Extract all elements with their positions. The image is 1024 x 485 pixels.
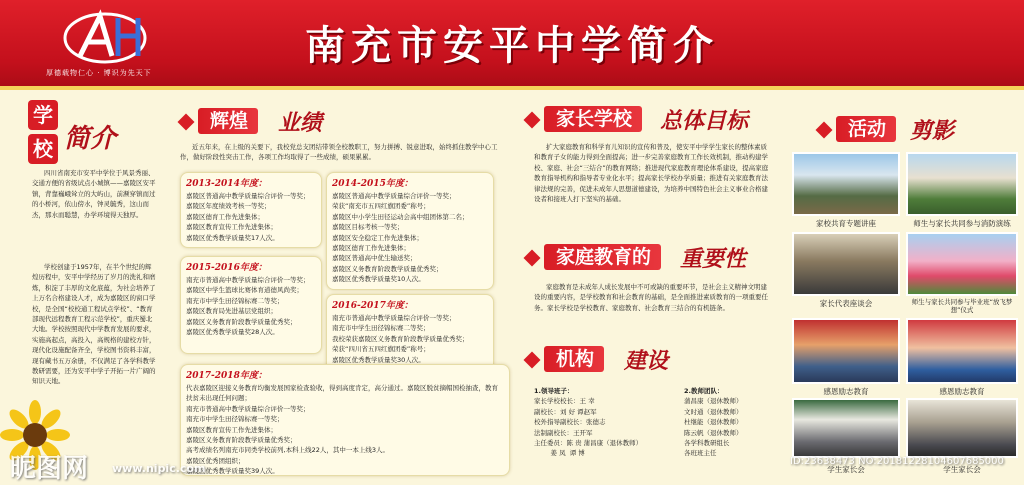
photo-caption: 师生与家长共同参与毕业班“放飞梦想”仪式 <box>911 298 1013 314</box>
achievement-line: 嘉陵区目标考核一等奖； <box>332 223 404 232</box>
watermark-id: ID:23638473 NO:20181228104607685000 <box>790 456 1004 467</box>
parents-text: 扩大家庭教育和科学育儿知识的宣传和普及，使安平中学学生家长的整体素质和教育子女的能力得到全面提高；进一步完善家庭教育工作长效机制，推动构建学校、家庭、社会“三结合”的教育网络；推进现代家庭教育理论体系建设，提高家庭教育指导机构和指导者专业化水平；提高家长学校办学质量；推进有关家庭教育法律法规的完善，促进未成年人思想道德建设，为培养中国特色社会主义事业合格建设者和接班人打下坚实的基础。 <box>534 143 769 204</box>
achievement-year: 2013-2014年度： <box>186 179 267 189</box>
family-diamond <box>524 250 541 267</box>
achievement-line: 我校荣获嘉陵区义务教育阶段教学质量优秀奖； <box>332 334 469 343</box>
org-left-head: 1.领导班子： <box>534 387 574 395</box>
org-leadership <box>534 386 682 459</box>
achievement-year: 2016-2017年度： <box>332 301 413 311</box>
parents-diamond <box>524 112 541 129</box>
intro-paragraph-2: 学校创建于1957年，在半个世纪的辉煌历程中，安平中学经历了岁月的洗礼和磨炼，积淀了丰厚的文化底蕴，为社会培养了上万名合格建设人才，成为嘉陵区的窗口学校，是全国“校校通工程试点学校”、“教育部现代远程教育工程示范学校”，重庆蜀北大地。学校按照现代中学教育发展的要求，实施高起点，高投入，高规格的建校方针，现代化设施配备齐全，学校图书资料丰富，现有藏书五万余册，不仅满足了各学科教学教研需要，还为安平中学子开拓一片广阔的知识天地。 <box>32 263 156 386</box>
photo-gratitude-2 <box>906 318 1018 384</box>
photo-gratitude-1 <box>792 318 900 384</box>
org-right-line: 蒲昌康（退休教师） <box>684 397 743 406</box>
org-left-line: 家长学校校长：王 幸 <box>534 397 595 406</box>
org-teachers <box>684 386 774 459</box>
photo-caption: 学生家长会 <box>943 465 981 474</box>
photo-dream-ceremony <box>906 232 1018 296</box>
org-left-line: 副校长：刘 好 谭赵军 <box>534 407 597 416</box>
photo-caption: 学生家长会 <box>827 465 865 474</box>
achievement-line: 嘉陵区教育宣传工作先进集体； <box>186 223 277 232</box>
achievement-block-2015 <box>180 256 322 354</box>
achievements-script: 业绩 <box>278 110 323 136</box>
org-right-head: 2.教师团队： <box>684 387 724 395</box>
achievement-line: 嘉陵区中小学生田径运动会高中组团体第二名； <box>332 212 469 221</box>
achievement-line: 嘉陵区优秀教学质量奖17人次。 <box>186 233 279 242</box>
photo-parents-conference-2 <box>906 398 1018 458</box>
achievement-line: 嘉陵区普通高中教学质量综合评价一等奖； <box>332 192 456 200</box>
org-right-line: 各班班主任 <box>684 449 717 458</box>
achievement-line: 荣获“四川省五四红旗团委”称号； <box>332 345 430 354</box>
photo-parents-meeting <box>792 232 900 296</box>
achievement-line: 高考成绩名列南充市同类学校前列,本科上线22人，其中一本上线3人。 <box>186 446 389 455</box>
intro-title-char-2: 校 <box>28 134 58 164</box>
achievements-tag: 辉煌 <box>198 108 258 134</box>
parents-script: 总体目标 <box>660 108 749 134</box>
achievement-line: 嘉陵区教育局先进基层党组织； <box>186 307 277 316</box>
photo-caption: 师生与家长共同参与消防演练 <box>913 219 1011 228</box>
achievement-line: 嘉陵区教育宣传工作先进集体； <box>186 425 277 434</box>
org-right-line: 文时通（退休教师） <box>684 407 743 416</box>
achievement-line: 嘉陵区德育工作先进集体； <box>186 212 264 221</box>
achievement-line: 嘉陵区优秀团组织； <box>186 456 245 465</box>
org-left-line: 姜 凤 谭 博 <box>534 449 585 458</box>
achievement-line: 嘉陵区德育工作先进集体； <box>332 244 410 253</box>
photo-caption: 家长代表座谈会 <box>819 299 873 308</box>
achievement-line: 嘉陵区普通高中教学质量综合评价一等奖； <box>186 192 310 200</box>
achievement-line: 嘉陵区优秀教学质量奖28人次。 <box>186 328 279 337</box>
org-right-line: 陈云帆（退休教师） <box>684 428 743 437</box>
achievement-line: 嘉陵区年度绩效考核一等奖； <box>186 202 271 211</box>
achievement-line: 嘉陵区安全稳定工作先进集体； <box>332 233 423 242</box>
achievement-block-2017 <box>180 364 510 476</box>
achievement-line: 南充市中学生田径锦标赛二等奖； <box>332 324 430 333</box>
intro-title-script: 简介 <box>64 124 117 154</box>
intro-title-char-1: 学 <box>28 100 58 130</box>
family-script: 重要性 <box>680 246 747 272</box>
achievements-diamond <box>178 114 195 131</box>
achievement-line: 南充市普通高中教学质量综合评价一等奖； <box>186 404 310 413</box>
achievement-block-2014 <box>326 172 494 290</box>
achievement-line: 嘉陵区义务教育阶段教学质量优秀奖； <box>186 436 297 445</box>
watermark-url: www.nipic.com <box>112 462 206 475</box>
family-text: 家庭教育是未成年人成长发展中不可或缺的重要环节，是社会主义精神文明建设的重要内容，是学校教育和社会教育的基础，是全面推进素质教育的一项重要任务。家长学校是学校教育、家庭教育、社会教育三结合的有机链条。 <box>534 283 768 312</box>
org-left-line: 校外指导副校长：张德志 <box>534 418 606 427</box>
photo-caption: 感恩励志教育 <box>823 387 869 396</box>
page-title: 南充市安平中学简介 <box>305 23 719 69</box>
photo-fire-drill <box>906 152 1018 216</box>
achievement-year: 2014-2015年度： <box>332 179 413 189</box>
org-script: 建设 <box>624 348 669 374</box>
achievement-line: 南充市普通高中教学质量综合评价一等奖； <box>186 276 310 284</box>
watermark-site: 昵图网 <box>10 454 89 484</box>
achievement-line: 南充市中学生田径锦标赛二等奖； <box>186 296 284 305</box>
achievement-line: 代表嘉陵区迎接义务教育均衡发展国家检查验收，得到高度肯定，高分通过。嘉陵区脱贫摘帽国检抽查，教育扶贫未出现任何问题； <box>186 384 498 403</box>
photo-lecture <box>792 152 900 216</box>
achievement-line: 嘉陵区优秀教学质量奖39人次。 <box>186 467 279 476</box>
achievement-line: 嘉陵区优秀教学质量奖30人次。 <box>332 355 425 364</box>
org-left-line: 法制副校长：王开军 <box>534 428 593 437</box>
achievement-line: 嘉陵区义务教育阶段教学质量优秀奖； <box>186 317 297 326</box>
activity-tag: 活动 <box>836 116 896 142</box>
achievement-line: 嘉陵区义务教育阶段教学质量优秀奖； <box>332 264 443 273</box>
achievement-line: 南充市中学生田径锦标赛一等奖； <box>186 415 284 424</box>
photo-parents-conference-1 <box>792 398 900 458</box>
intro-paragraph-1: 四川省南充市安平中学位于风景秀丽、交通方便的省级试点小城镇——嘉陵区安平镇，背靠巍峨耸立的大屿山，前濒穿镇而过的小桥河，依山傍水，钟灵毓秀，这山而杰，那水而聪慧，办学环境得天独厚。 <box>32 169 156 219</box>
achievement-block-2016 <box>326 294 494 374</box>
achievement-year: 2017-2018年度： <box>186 371 267 381</box>
org-left-line: 主任委员：陈 贵 蒲昌康（退休教师） <box>534 439 643 448</box>
school-motto: 厚德载物仁心 · 博识为先天下 <box>46 69 152 77</box>
header-gold-line <box>0 86 1024 90</box>
org-right-line: 各学科教研组长 <box>684 439 730 448</box>
org-right-line: 杜继能（退休教师） <box>684 418 743 427</box>
achievement-line: 嘉陵区中学生篮球比赛体育道德风尚奖； <box>186 286 303 295</box>
achievements-lead: 近五年来，在上级的关要下，我校党总支团结带领全校教职工，努力拼搏、锐意进取，始终抓住教学中心工作，做好阶段性突击工作，各项工作均取得了一些成绩，硕果累累。 <box>180 143 498 162</box>
activity-diamond <box>816 122 833 139</box>
family-tag: 家庭教育的 <box>544 244 661 270</box>
achievement-year: 2015-2016年度： <box>186 263 267 273</box>
achievement-line: 荣获“南充市五四红旗团委”称号； <box>332 202 430 211</box>
photo-caption: 家校共育专题讲座 <box>816 219 876 228</box>
achievement-line: 嘉陵区优秀教学质量奖10人次。 <box>332 275 425 284</box>
achievement-block-2013 <box>180 172 322 248</box>
parents-tag: 家长学校 <box>544 106 642 132</box>
achievement-line: 嘉陵区普通高中优生输送奖； <box>332 254 417 263</box>
achievement-line: 南充市普通高中教学质量综合评价一等奖； <box>332 314 456 322</box>
org-tag: 机构 <box>544 346 604 372</box>
org-diamond <box>524 352 541 369</box>
photo-caption: 感恩励志教育 <box>939 387 985 396</box>
activity-script: 剪影 <box>910 118 955 144</box>
